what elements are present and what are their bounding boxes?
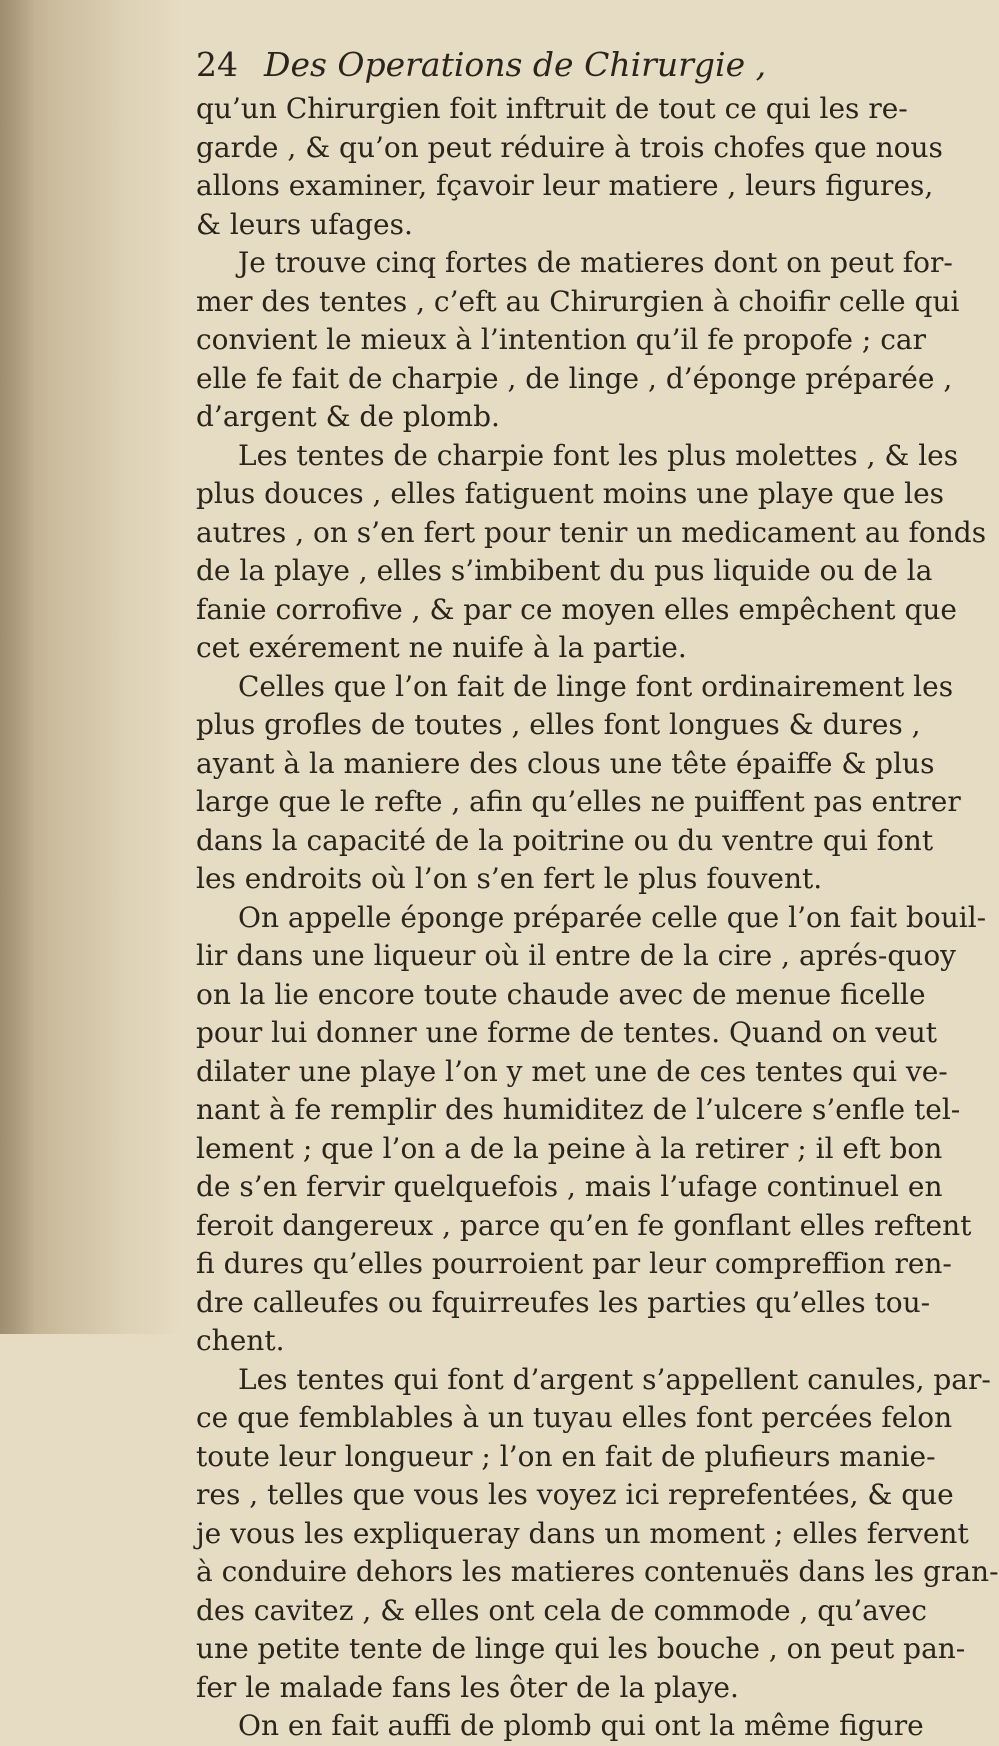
book-page xyxy=(196,40,999,1742)
text-line: qu’un Chirurgien foit inftruit de tout ce qui les re- xyxy=(196,92,908,125)
text-line: plus grofles de toutes , elles font longues & dures , xyxy=(196,708,921,741)
text-line: dans la capacité de la poitrine ou du ventre qui font xyxy=(196,823,934,857)
text-line: dilater une playe l’on y met une de ces tentes qui ve- xyxy=(196,1054,948,1088)
text-line: de s’en fervir quelquefois , mais l’ufage continuel en xyxy=(196,1170,943,1203)
running-head xyxy=(196,40,776,90)
paragraph-start: Celles que l’on fait de linge font ordinairement les xyxy=(238,669,954,703)
text-line: feroit dangereux , parce qu’en fe gonflant elles reftent xyxy=(196,1208,972,1242)
text-line: les endroits où l’on s’en fert le plus fouvent. xyxy=(196,862,823,895)
text-line: fanie corrofive , & par ce moyen elles empêchent que xyxy=(196,592,957,626)
text-line: je vous les expliqueray dans un moment ; elles fervent xyxy=(196,1516,969,1550)
paragraph-start: On appelle éponge préparée celle que l’on fait bouil- xyxy=(238,900,987,934)
text-line: d’argent & de plomb. xyxy=(196,400,500,433)
text-line: cet exérement ne nuife à la partie. xyxy=(196,631,687,664)
text-line: de la playe , elles s’imbibent du pus liquide ou de la xyxy=(196,554,933,587)
text-line: autres , on s’en fert pour tenir un medicament au fonds xyxy=(196,515,987,549)
paragraph-start: Les tentes qui font d’argent s’appellent canules, par- xyxy=(238,1362,991,1396)
page-gutter xyxy=(0,0,180,1334)
text-line: à conduire dehors les matieres contenuës dans les gran- xyxy=(196,1555,999,1588)
text-line: ce que femblables à un tuyau elles font percées felon xyxy=(196,1401,953,1434)
text-line: garde , & qu’on peut réduire à trois chofes que nous xyxy=(196,130,943,164)
text-line: ayant à la maniere des clous une tête épaiffe & plus xyxy=(196,746,935,780)
binding-shadow xyxy=(0,0,36,1334)
text-line: convient le mieux à l’intention qu’il fe propofe ; car xyxy=(196,323,926,356)
text-line: une petite tente de linge qui les bouche , on peut pan- xyxy=(196,1632,966,1665)
text-line: pour lui donner une forme de tentes. Quand on veut xyxy=(196,1016,938,1049)
text-line: mer des tentes , c’eft au Chirurgien à choifir celle qui xyxy=(196,284,960,318)
text-line: fer le malade fans les ôter de la playe. xyxy=(196,1670,739,1704)
text-line: on la lie encore toute chaude avec de menue ficelle xyxy=(196,977,926,1011)
text-line: fi dures qu’elles pourroient par leur compreffion ren- xyxy=(196,1247,952,1280)
text-line: toute leur longueur ; l’on en fait de plufieurs manie- xyxy=(196,1439,936,1473)
text-line: elle fe fait de charpie , de linge , d’éponge préparée , xyxy=(196,361,953,395)
text-line: lir dans une liqueur où il entre de la cire , aprés-quoy xyxy=(196,939,956,972)
text-line: nant à fe remplir des humiditez de l’ulcere s’enfle tel- xyxy=(196,1093,961,1126)
paragraph-start: Les tentes de charpie font les plus molettes , & les xyxy=(238,438,959,472)
running-title: Des Operations de Chirurgie , xyxy=(264,45,767,84)
text-line: chent. xyxy=(196,1324,285,1357)
text-line: des cavitez , & elles ont cela de commode , qu’avec xyxy=(196,1593,927,1627)
text-line: large que le refte , afin qu’elles ne puiffent pas entrer xyxy=(196,785,961,818)
text-line: lement ; que l’on a de la peine à la retirer ; il eft bon xyxy=(196,1131,943,1165)
page-number: 24 xyxy=(196,45,238,84)
paragraph-start: Je trouve cinq fortes de matieres dont on peut for- xyxy=(238,246,953,279)
text-line: plus douces , elles fatiguent moins une playe que les xyxy=(196,477,945,510)
text-line: & leurs ufages. xyxy=(196,207,413,241)
text-line: res , telles que vous les voyez ici reprefentées, & que xyxy=(196,1478,954,1511)
text-line: dre calleufes ou fquirreufes les parties qu’elles tou- xyxy=(196,1285,931,1319)
paragraph-start: On en fait auffi de plomb qui ont la même figure xyxy=(238,1709,924,1742)
text-line: allons examiner, fçavoir leur matiere , leurs figures, xyxy=(196,169,934,202)
